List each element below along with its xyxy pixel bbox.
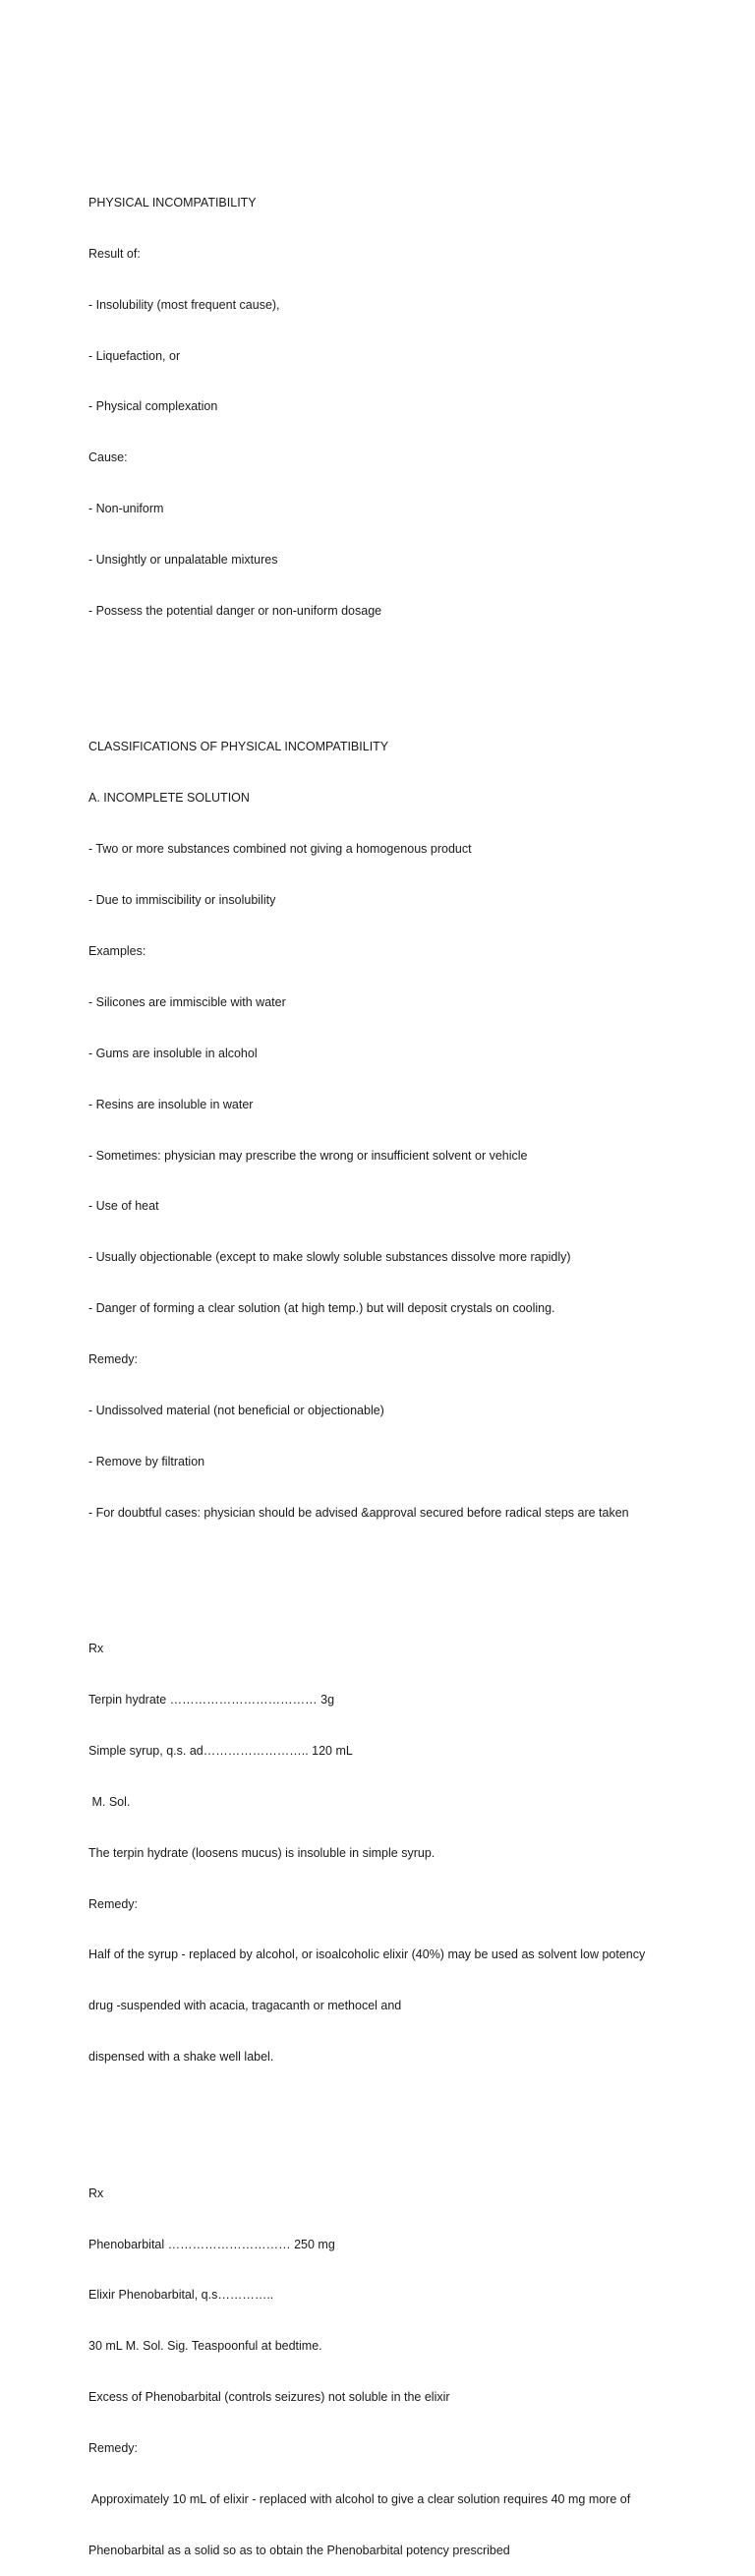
rx-line: Simple syrup, q.s. ad…………………….. 120 mL	[88, 1743, 353, 1758]
remedy-item: - Remove by filtration	[88, 1454, 205, 1468]
list-item: - Two or more substances combined not giving a homogenous product	[88, 842, 472, 857]
cause-item: - Possess the potential danger or non-uniform dosage	[88, 604, 382, 619]
remedy-item: - For doubtful cases: physician should be advised &approval secured before radical steps are taken	[88, 1505, 629, 1520]
result-item: - Liquefaction, or	[88, 348, 181, 363]
rx-line: The terpin hydrate (loosens mucus) is insoluble in simple syrup.	[88, 1845, 436, 1860]
remedy-line: dispensed with a shake well label.	[88, 2050, 274, 2065]
example-item: - Use of heat	[88, 1199, 159, 1214]
list-item: - Due to immiscibility or insolubility	[88, 893, 276, 908]
subsection-heading: A. INCOMPLETE SOLUTION	[88, 791, 250, 806]
result-of-label: Result of:	[88, 246, 141, 261]
example-item: - Silicones are immiscible with water	[88, 994, 286, 1009]
paragraph-spacer	[88, 654, 737, 671]
examples-label: Examples:	[88, 943, 146, 958]
remedy-label: Remedy:	[88, 2441, 139, 2456]
example-item: - Danger of forming a clear solution (at high temp.) but will deposit crystals on cooling.	[88, 1301, 555, 1316]
example-item: - Gums are insoluble in alcohol	[88, 1046, 258, 1060]
remedy-line: Half of the syrup - replaced by alcohol, or isoalcoholic elixir (40%) may be used as solvent low potency	[88, 1947, 646, 1962]
example-item: - Usually objectionable (except to make slowly soluble substances dissolve more rapidly)	[88, 1250, 571, 1265]
paragraph-spacer	[88, 2100, 737, 2117]
remedy-line: drug -suspended with acacia, tragacanth or methocel and	[88, 1999, 402, 2013]
remedy-line: Approximately 10 mL of elixir - replaced with alcohol to give a clear solution requires 40 mg more of	[88, 2491, 631, 2506]
rx-label: Rx	[88, 2186, 104, 2200]
example-item: - Resins are insoluble in water	[88, 1097, 254, 1111]
rx-line: M. Sol.	[88, 1794, 131, 1809]
rx-line: Phenobarbital ………………………… 250 mg	[88, 2237, 335, 2251]
rx-label: Rx	[88, 1642, 104, 1656]
result-item: - Insolubility (most frequent cause),	[88, 297, 280, 312]
remedy-line: Phenobarbital as a solid so as to obtain the Phenobarbital potency prescribed	[88, 2543, 510, 2557]
cause-item: - Unsightly or unpalatable mixtures	[88, 553, 278, 568]
remedy-label: Remedy:	[88, 1896, 139, 1911]
example-item: - Sometimes: physician may prescribe the wrong or insufficient solvent or vehicle	[88, 1148, 528, 1163]
rx-line: Excess of Phenobarbital (controls seizures) not soluble in the elixir	[88, 2390, 450, 2405]
rx-line: Elixir Phenobarbital, q.s…………..	[88, 2288, 274, 2303]
paragraph-spacer	[88, 1556, 737, 1573]
result-item: - Physical complexation	[88, 399, 218, 414]
section-heading: PHYSICAL INCOMPATIBILITY	[88, 195, 257, 210]
rx-line: 30 mL M. Sol. Sig. Teaspoonful at bedtime.	[88, 2339, 322, 2354]
cause-item: - Non-uniform	[88, 502, 164, 516]
section-heading: CLASSIFICATIONS OF PHYSICAL INCOMPATIBILITY	[88, 740, 389, 754]
remedy-label: Remedy:	[88, 1352, 139, 1367]
document-page	[88, 144, 737, 2576]
cause-label: Cause:	[88, 450, 128, 465]
remedy-item: - Undissolved material (not beneficial or objectionable)	[88, 1403, 384, 1417]
rx-line: Terpin hydrate ……………………………… 3g	[88, 1693, 335, 1707]
